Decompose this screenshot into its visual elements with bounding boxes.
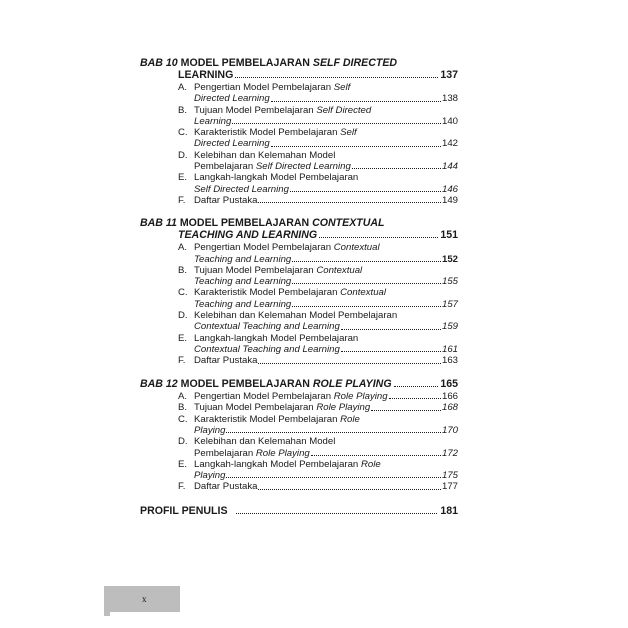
entry-page: 170 (441, 424, 458, 436)
entry-text-italic: Contextual (333, 242, 380, 254)
leader-dots (311, 448, 441, 456)
entry-letter: D. (178, 149, 188, 161)
entry-text: Daftar Pustaka (194, 194, 258, 206)
leader-dots (232, 116, 441, 124)
toc-entry[interactable] (140, 242, 458, 265)
entry-page: 177 (441, 481, 458, 493)
entry-text-italic: Self (340, 127, 357, 139)
entry-page: 166 (441, 391, 458, 403)
table-of-contents (140, 58, 458, 517)
toc-entry[interactable] (140, 150, 458, 173)
profil-page: 181 (440, 504, 458, 517)
entry-text: Daftar Pustaka (194, 355, 258, 367)
entry-text-cont: Teaching and Learning (194, 298, 292, 310)
entry-text: Pengertian Model Pembelajaran (194, 391, 332, 403)
entry-page: 142 (441, 138, 458, 150)
entry-text: Pengertian Model Pembelajaran (194, 82, 332, 93)
entry-letter: C. (178, 127, 188, 139)
entry-text-cont: Playing (194, 470, 226, 482)
entry-letter: B. (178, 104, 188, 116)
entry-letter: E. (178, 458, 188, 470)
chapter-title: MODEL PEMBELAJARAN (180, 377, 310, 390)
entry-text-italic: Contextual (316, 264, 363, 276)
entry-text-italic: Role (360, 458, 381, 470)
entry-text-cont: Directed Learning (194, 93, 270, 105)
toc-entry[interactable] (140, 391, 458, 402)
entry-page: 175 (441, 470, 458, 482)
entry-text-cont: Learning (194, 115, 232, 127)
leader-dots (292, 276, 441, 284)
chapter-page: 137 (440, 68, 458, 81)
entry-page: 138 (441, 93, 458, 105)
entry-letter: C. (178, 287, 188, 299)
entry-text: Daftar Pustaka (194, 481, 258, 493)
toc-entry[interactable] (140, 195, 458, 206)
entry-text: Langkah-langkah Model Pembelajaran (194, 458, 359, 470)
entry-text: Tujuan Model Pembelajaran (194, 104, 314, 116)
entry-text-italic: Self Directed Learning (255, 161, 351, 173)
page-number: x (142, 594, 147, 604)
chapter-heading-line2[interactable] (140, 230, 458, 242)
entry-text-cont: Self Directed Learning (194, 183, 289, 195)
chapter-number: BAB 12 (140, 377, 178, 390)
leader-dots (226, 470, 441, 478)
entry-text-cont: Playing (194, 424, 226, 436)
chapter-bab-11 (140, 218, 458, 366)
entry-text-italic: Contextual (340, 287, 386, 299)
entry-text-cont: Pembelajaran (194, 161, 254, 173)
entry-text: Langkah-langkah Model Pembelajaran (194, 332, 359, 344)
entry-page: 157 (441, 298, 458, 310)
profil-label: PROFIL PENULIS (140, 504, 228, 517)
toc-entry[interactable] (140, 172, 458, 195)
leader-dots (290, 184, 441, 192)
entry-page: 172 (441, 447, 458, 459)
toc-entry[interactable] (140, 481, 458, 492)
leader-dots (341, 344, 441, 352)
leader-dots (271, 93, 441, 101)
toc-entry[interactable] (140, 459, 458, 482)
entry-page: 159 (441, 321, 458, 333)
entry-text-italic: Role (340, 413, 360, 425)
chapter-heading[interactable] (140, 58, 458, 70)
entry-text-italic: Role Playing (316, 402, 371, 414)
leader-dots (292, 254, 441, 262)
leader-dots (371, 402, 441, 410)
chapter-title-cont: LEARNING (178, 68, 234, 81)
toc-entry[interactable] (140, 414, 458, 437)
entry-letter: F. (178, 481, 186, 493)
entry-text: Kelebihan dan Kelemahan Model Pembelajaran (194, 310, 398, 322)
leader-dots (292, 299, 441, 307)
chapter-number: BAB 10 (140, 57, 178, 69)
chapter-title-italic: ROLE PLAYING (312, 377, 392, 390)
leader-dots (341, 321, 441, 329)
leader-dots (226, 425, 441, 433)
chapter-bab-12 (140, 379, 458, 493)
chapter-page: 165 (440, 377, 458, 390)
entry-page: 168 (441, 402, 458, 414)
leader-dots (236, 505, 438, 514)
entry-letter: A. (178, 82, 188, 93)
leader-dots (389, 391, 441, 399)
entry-text: Tujuan Model Pembelajaran (194, 402, 314, 414)
entry-page: 155 (441, 276, 458, 288)
leader-dots (352, 161, 441, 169)
toc-entry[interactable] (140, 127, 458, 150)
chapter-title: MODEL PEMBELAJARAN (179, 217, 310, 230)
toc-entry[interactable] (140, 333, 458, 356)
chapter-title-italic: SELF DIRECTED (312, 57, 398, 69)
entry-page: 140 (441, 115, 458, 127)
page-number-tab (104, 586, 180, 612)
chapter-number: BAB 11 (140, 217, 177, 230)
chapter-heading[interactable] (140, 379, 458, 391)
leader-dots (394, 379, 439, 388)
entry-page: 144 (441, 161, 458, 173)
entry-text-cont: Directed Learning (194, 138, 270, 150)
entry-page: 149 (441, 194, 458, 206)
leader-dots (235, 70, 438, 79)
leader-dots (258, 195, 441, 203)
entry-text-cont: Pembelajaran (194, 447, 254, 459)
entry-letter: F. (178, 194, 186, 206)
entry-text-italic: Role Playing (333, 391, 388, 403)
entry-letter: A. (178, 391, 188, 403)
entry-page: 152 (441, 253, 458, 265)
entry-letter: E. (178, 172, 188, 184)
toc-entry[interactable] (140, 310, 458, 333)
leader-dots (319, 230, 438, 239)
entry-letter: D. (178, 310, 188, 322)
leader-dots (271, 138, 441, 146)
chapter-heading-line2[interactable] (140, 70, 458, 82)
entry-text-cont: Teaching and Learning (194, 276, 292, 288)
chapter-bab-10 (140, 58, 458, 206)
toc-entry[interactable] (140, 287, 458, 310)
leader-dots (258, 481, 441, 489)
entry-text: Karakteristik Model Pembelajaran (194, 413, 338, 425)
entry-text-italic: Self Directed (316, 104, 372, 116)
entry-text: Karakteristik Model Pembelajaran (194, 287, 338, 299)
chapter-page: 151 (440, 228, 458, 241)
entry-letter: E. (178, 332, 188, 344)
entry-letter: B. (178, 264, 188, 276)
toc-entry[interactable] (140, 355, 458, 366)
entry-page: 146 (441, 183, 458, 195)
entry-text-italic: Role Playing (255, 447, 310, 459)
entry-text: Pengertian Model Pembelajaran (194, 242, 332, 254)
entry-page: 161 (441, 343, 458, 355)
toc-entry[interactable] (140, 82, 458, 105)
chapter-title-cont: TEACHING AND LEARNING (178, 228, 318, 241)
leader-dots (258, 355, 441, 363)
entry-text-cont: Contextual Teaching and Learning (194, 343, 340, 355)
entry-letter: B. (178, 402, 188, 414)
entry-text: Karakteristik Model Pembelajaran (194, 127, 338, 139)
entry-text: Kelebihan dan Kelemahan Model (194, 149, 336, 161)
entry-text: Tujuan Model Pembelajaran (194, 264, 314, 276)
chapter-title-italic: CONTEXTUAL (312, 217, 385, 230)
entry-text-cont: Contextual Teaching and Learning (194, 321, 340, 333)
toc-entry[interactable] (140, 402, 458, 413)
toc-entry[interactable] (140, 265, 458, 288)
profil-penulis-entry[interactable] (140, 505, 458, 517)
entry-letter: F. (178, 355, 186, 367)
toc-entry[interactable] (140, 436, 458, 459)
entry-letter: A. (178, 242, 188, 254)
entry-letter: C. (178, 413, 188, 425)
entry-text: Langkah-langkah Model Pembelajaran (194, 172, 359, 184)
entry-text: Kelebihan dan Kelemahan Model (194, 436, 336, 448)
toc-entry[interactable] (140, 105, 458, 128)
chapter-title: MODEL PEMBELAJARAN (180, 57, 310, 69)
entry-text-italic: Self (333, 82, 351, 93)
entry-page: 163 (441, 355, 458, 367)
entry-letter: D. (178, 436, 188, 448)
entry-text-cont: Teaching and Learning (194, 253, 292, 265)
